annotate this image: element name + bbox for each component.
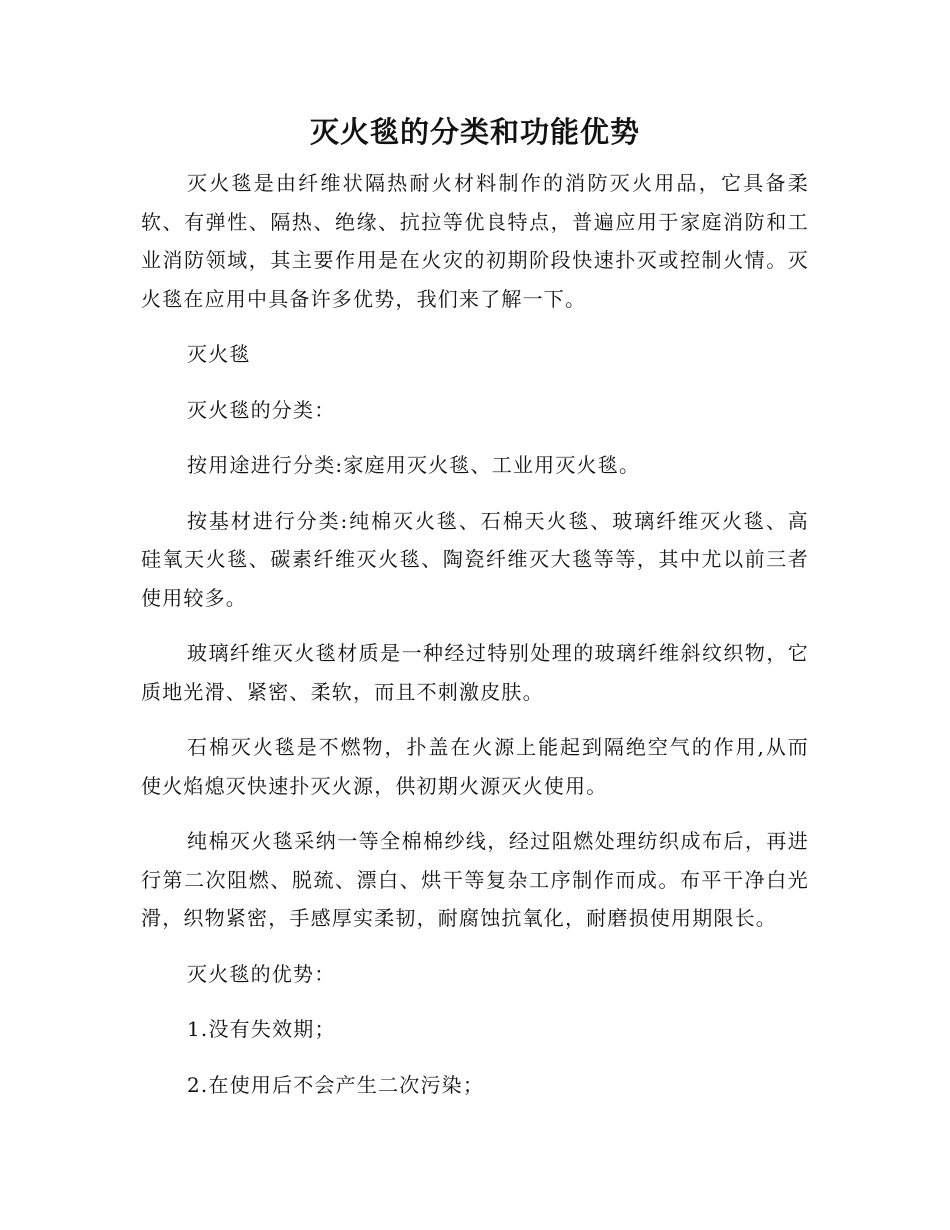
paragraph-advantages-heading: 灭火毯的优势： — [187, 961, 336, 986]
document-title: 灭火毯的分类和功能优势 — [309, 115, 640, 149]
paragraph-heading-blanket: 灭火毯 — [187, 342, 251, 366]
list-item-advantage-2: 2.在使用后不会产生二次污染； — [187, 1072, 485, 1097]
list-item-advantage-1: 1.没有失效期； — [187, 1017, 336, 1041]
paragraph-classification-heading: 灭火毯的分类： — [187, 397, 336, 422]
paragraph-glass-fiber: 玻璃纤维灭火毯材质是一种经过特别处理的玻璃纤维斜纹织物，它质地光滑、紧密、柔软，而且不刺激皮肤。 — [141, 641, 809, 704]
document-body — [141, 164, 809, 1121]
paragraph-cotton: 纯棉灭火毯采纳一等全棉棉纱线，经过阻燃处理纺织成布后，再进行第二次阻燃、脱巯、漂白、烘干等复杂工序制作而成。布平干净白光滑，织物紧密，手感厚实柔韧，耐腐蚀抗氧化，耐磨损使用期限长。 — [141, 829, 809, 930]
paragraph-intro: 灭火毯是由纤维状隔热耐火材料制作的消防灭火用品，它具备柔软、有弹性、隔热、绝缘、抗拉等优良特点，普遍应用于家庭消防和工业消防领域，其主要作用是在火灾的初期阶段快速扑灭或控制火情。灭火毯在应用中具备许多优势，我们来了解一下。 — [141, 171, 809, 311]
paragraph-by-material: 按基材进行分类:纯棉灭火毯、石棉天火毯、玻璃纤维灭火毯、高硅氧天火毯、碳素纤维灭火毯、陶瓷纤维灭大毯等等，其中尤以前三者使用较多。 — [141, 508, 809, 610]
paragraph-asbestos: 石棉灭火毯是不燃物，扑盖在火源上能起到隔绝空气的作用,从而使火焰熄灭快速扑灭火源，供初期火源灭火使用。 — [141, 735, 809, 798]
paragraph-by-usage: 按用途进行分类:家庭用灭火毯、工业用灭火毯。 — [187, 453, 641, 477]
